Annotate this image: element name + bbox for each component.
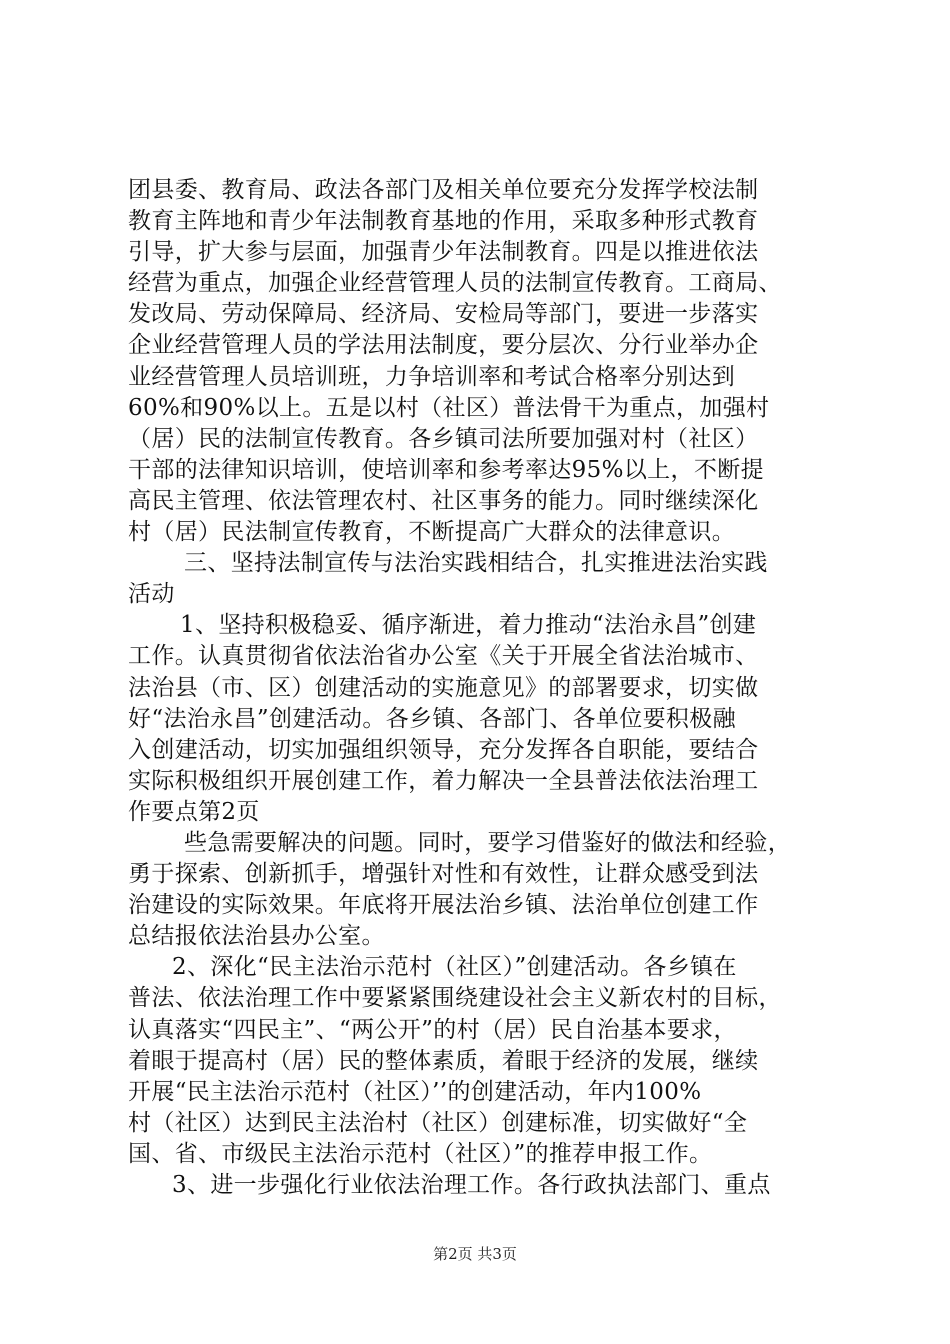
text-line: 实际积极组织开展创建工作，着力解决一全县普法依法治理工: [128, 767, 759, 794]
text-line: 国、省、市级民主法治示范村（社区）”的推荐申报工作。: [128, 1140, 713, 1167]
text-line: 发改局、劳动保障局、经济局、安检局等部门，要进一步落实: [128, 301, 759, 328]
text-line: （居）民的法制宣传教育。各乡镇司法所要加强对村（社区）: [128, 425, 759, 452]
text-line: 入创建活动，切实加强组织领导，充分发挥各自职能，要结合: [128, 736, 759, 763]
text-line: 企业经营管理人员的学法用法制度，要分层次、分行业举办企: [128, 332, 759, 359]
text-line: 活动: [128, 581, 175, 608]
text-line: 工作。认真贯彻省依法治省办公室《关于开展全省法治城市、: [128, 643, 759, 670]
text-line: 业经营管理人员培训班，力争培训率和考试合格率分别达到: [128, 363, 736, 390]
text-line: 村（社区）达到民主法治村（社区）创建标准，切实做好“全: [128, 1109, 748, 1136]
text-line: 好“法治永昌”创建活动。各乡镇、各部门、各单位要积极融: [128, 705, 736, 732]
text-line: 勇于探索、创新抓手，增强针对性和有效性，让群众感受到法: [128, 861, 759, 888]
text-line: 着眼于提高村（居）民的整体素质，着眼于经济的发展，继续: [128, 1047, 759, 1074]
text-line: 些急需要解决的问题。同时，要学习借鉴好的做法和经验，: [184, 829, 792, 856]
document-body: [128, 175, 828, 1201]
text-line: 60%和90%以上。五是以村（社区）普法骨干为重点，加强村: [128, 394, 770, 421]
text-line: 三、坚持法制宣传与法治实践相结合，扎实推进法治实践: [184, 550, 768, 577]
text-line: 引导，扩大参与层面，加强青少年法制教育。四是以推进依法: [128, 239, 759, 266]
text-line: 1、坚持积极稳妥、循序渐进，着力推动“法治永昌”创建: [180, 612, 757, 639]
text-line: 3、进一步强化行业依法治理工作。各行政执法部门、重点: [172, 1172, 771, 1198]
page-footer: 第2页 共3页: [433, 1245, 517, 1263]
text-line: 总结报依法治县办公室。: [128, 923, 385, 950]
text-line: 法治县（市、区）创建活动的实施意见》的部署要求，切实做: [128, 674, 759, 701]
text-line: 经营为重点，加强企业经营管理人员的法制宣传教育。工商局、: [128, 270, 782, 297]
text-line: 开展“民主法治示范村（社区）’’的创建活动，年内100%: [128, 1078, 702, 1105]
text-line: 认真落实“四民主”、“两公开”的村（居）民自治基本要求，: [128, 1016, 737, 1043]
text-line: 教育主阵地和青少年法制教育基地的作用，采取多种形式教育: [128, 208, 759, 235]
text-line: 高民主管理、依法管理农村、社区事务的能力。同时继续深化: [128, 487, 759, 514]
text-line: 治建设的实际效果。年底将开展法治乡镇、法治单位创建工作: [128, 892, 759, 919]
text-line: 普法、依法治理工作中要紧紧围绕建设社会主义新农村的目标，: [128, 985, 782, 1012]
text-line: 干部的法律知识培训，使培训率和参考率达95%以上，不断提: [128, 456, 764, 483]
text-line: 村（居）民法制宣传教育，不断提高广大群众的法律意识。: [128, 519, 736, 546]
text-line: 2、深化“民主法治示范村（社区）”创建活动。各乡镇在: [172, 954, 737, 981]
text-line: 作要点第2页: [128, 798, 260, 825]
text-line: 团县委、教育局、政法各部门及相关单位要充分发挥学校法制: [128, 177, 759, 203]
